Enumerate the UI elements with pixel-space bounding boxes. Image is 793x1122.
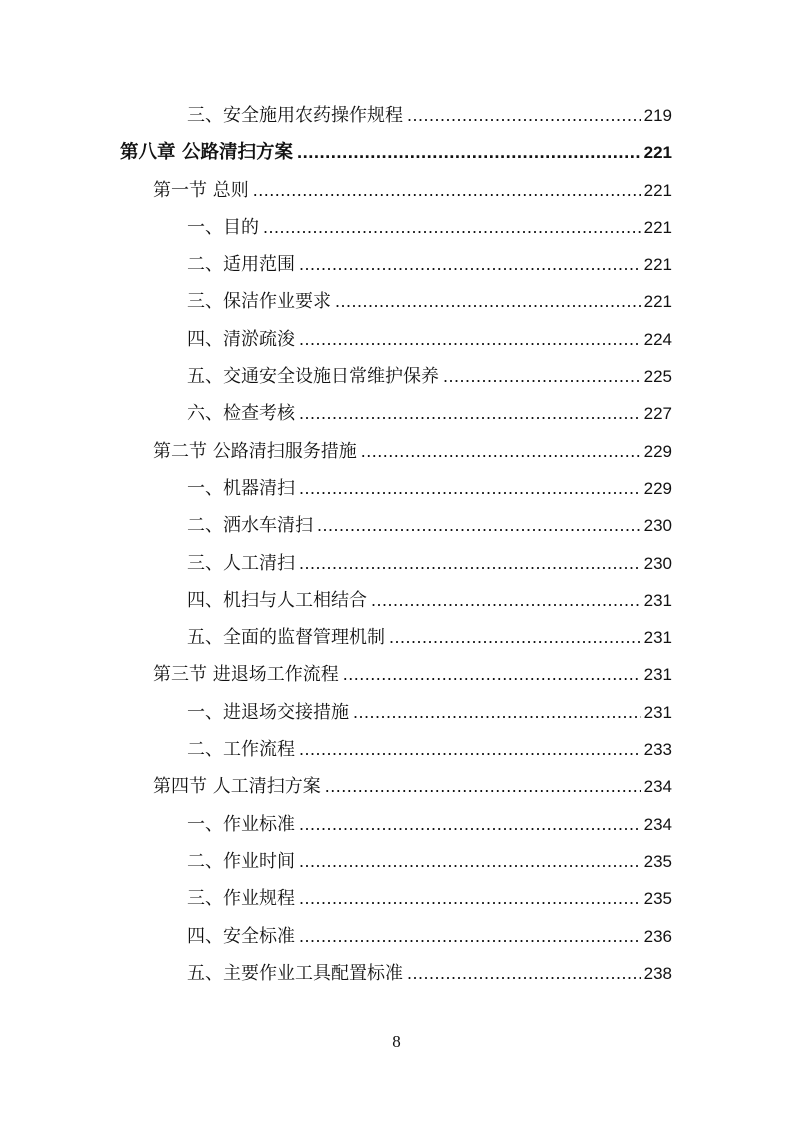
- dot-leader: [389, 627, 641, 648]
- toc-entry-title: 二、作业时间: [187, 850, 295, 872]
- toc-entry-title: 一、机器清扫: [187, 477, 295, 499]
- toc-entry-title: 一、作业标准: [187, 813, 295, 835]
- toc-entry[interactable]: [120, 511, 672, 548]
- dot-leader: [335, 291, 641, 312]
- toc-entry-title: 二、适用范围: [187, 254, 295, 276]
- toc-chapter-entry[interactable]: [120, 138, 672, 175]
- toc-entry-title: 四、安全标准: [187, 925, 295, 947]
- toc-entry[interactable]: [120, 250, 672, 287]
- dot-leader: [299, 851, 641, 872]
- toc-entry-title: 五、交通安全设施日常维护保养: [187, 366, 439, 388]
- toc-entry-title: 五、主要作业工具配置标准: [187, 962, 403, 984]
- toc-entry[interactable]: [120, 586, 672, 623]
- toc-entry[interactable]: [120, 399, 672, 436]
- toc-entry-title: 二、洒水车清扫: [187, 515, 313, 537]
- dot-leader: [253, 180, 641, 201]
- dot-leader: [299, 553, 641, 574]
- toc-entry[interactable]: [120, 213, 672, 250]
- dot-leader: [299, 888, 641, 909]
- toc-section-entry[interactable]: [120, 660, 672, 697]
- toc-entry-page: 221: [643, 217, 672, 237]
- dot-leader: [443, 366, 641, 387]
- dot-leader: [263, 217, 641, 238]
- toc-entry-page: 221: [643, 255, 672, 275]
- toc-entry-page: 221: [643, 143, 672, 163]
- toc-entry[interactable]: [120, 549, 672, 586]
- dot-leader: [325, 776, 641, 797]
- toc-entry[interactable]: [120, 884, 672, 921]
- dot-leader: [299, 254, 641, 275]
- toc-entry-title: 四、清淤疏浚: [187, 328, 295, 350]
- toc-entry-title: 六、检查考核: [187, 403, 295, 425]
- toc-entry-page: 236: [643, 926, 672, 946]
- toc-entry-page: 229: [643, 441, 672, 461]
- table-of-contents: [120, 101, 672, 996]
- dot-leader: [317, 515, 641, 536]
- dot-leader: [407, 105, 641, 126]
- toc-entry-page: 225: [643, 367, 672, 387]
- toc-entry-title: 三、人工清扫: [187, 552, 295, 574]
- toc-section-entry[interactable]: [120, 772, 672, 809]
- toc-entry-title: 第八章 公路清扫方案: [120, 142, 293, 164]
- toc-entry-page: 224: [643, 329, 672, 349]
- toc-entry-title: 第三节 进退场工作流程: [153, 664, 339, 686]
- toc-entry-page: 231: [643, 628, 672, 648]
- dot-leader: [407, 963, 641, 984]
- toc-entry-page: 229: [643, 478, 672, 498]
- toc-entry[interactable]: [120, 922, 672, 959]
- toc-entry-title: 一、进退场交接措施: [187, 701, 349, 723]
- dot-leader: [343, 664, 641, 685]
- toc-entry[interactable]: [120, 623, 672, 660]
- toc-section-entry[interactable]: [120, 437, 672, 474]
- toc-entry[interactable]: [120, 474, 672, 511]
- toc-entry-page: 234: [643, 777, 672, 797]
- dot-leader: [299, 403, 641, 424]
- dot-leader: [299, 478, 641, 499]
- toc-entry[interactable]: [120, 101, 672, 138]
- dot-leader: [299, 926, 641, 947]
- toc-entry[interactable]: [120, 959, 672, 996]
- toc-entry-page: 227: [643, 404, 672, 424]
- toc-entry[interactable]: [120, 810, 672, 847]
- toc-entry-page: 235: [643, 889, 672, 909]
- toc-entry-page: 221: [643, 292, 672, 312]
- toc-entry-title: 二、工作流程: [187, 739, 295, 761]
- dot-leader: [299, 814, 641, 835]
- toc-entry[interactable]: [120, 698, 672, 735]
- toc-entry[interactable]: [120, 735, 672, 772]
- toc-entry-page: 231: [643, 665, 672, 685]
- toc-entry-title: 三、作业规程: [187, 888, 295, 910]
- dot-leader: [297, 141, 641, 163]
- toc-entry-page: 221: [643, 180, 672, 200]
- dot-leader: [353, 702, 641, 723]
- toc-entry[interactable]: [120, 325, 672, 362]
- dot-leader: [361, 441, 641, 462]
- toc-entry-page: 235: [643, 851, 672, 871]
- toc-entry-page: 233: [643, 740, 672, 760]
- dot-leader: [371, 590, 641, 611]
- toc-entry-title: 第四节 人工清扫方案: [153, 776, 321, 798]
- page-number: 8: [392, 1032, 401, 1051]
- dot-leader: [299, 739, 641, 760]
- toc-section-entry[interactable]: [120, 176, 672, 213]
- toc-entry-title: 三、安全施用农药操作规程: [187, 105, 403, 126]
- toc-entry[interactable]: [120, 847, 672, 884]
- toc-entry[interactable]: [120, 362, 672, 399]
- toc-entry-title: 一、目的: [187, 216, 259, 238]
- toc-entry-title: 三、保洁作业要求: [187, 291, 331, 313]
- toc-entry-page: 238: [643, 963, 672, 983]
- toc-entry[interactable]: [120, 287, 672, 324]
- toc-entry-title: 四、机扫与人工相结合: [187, 589, 367, 611]
- toc-entry-page: 219: [643, 106, 672, 125]
- toc-entry-page: 234: [643, 814, 672, 834]
- toc-entry-title: 第二节 公路清扫服务措施: [153, 440, 357, 462]
- toc-entry-page: 230: [643, 553, 672, 573]
- toc-entry-page: 231: [643, 702, 672, 722]
- toc-entry-page: 231: [643, 590, 672, 610]
- toc-entry-title: 五、全面的监督管理机制: [187, 627, 385, 649]
- toc-entry-title: 第一节 总则: [153, 179, 249, 201]
- dot-leader: [299, 329, 641, 350]
- toc-entry-page: 230: [643, 516, 672, 536]
